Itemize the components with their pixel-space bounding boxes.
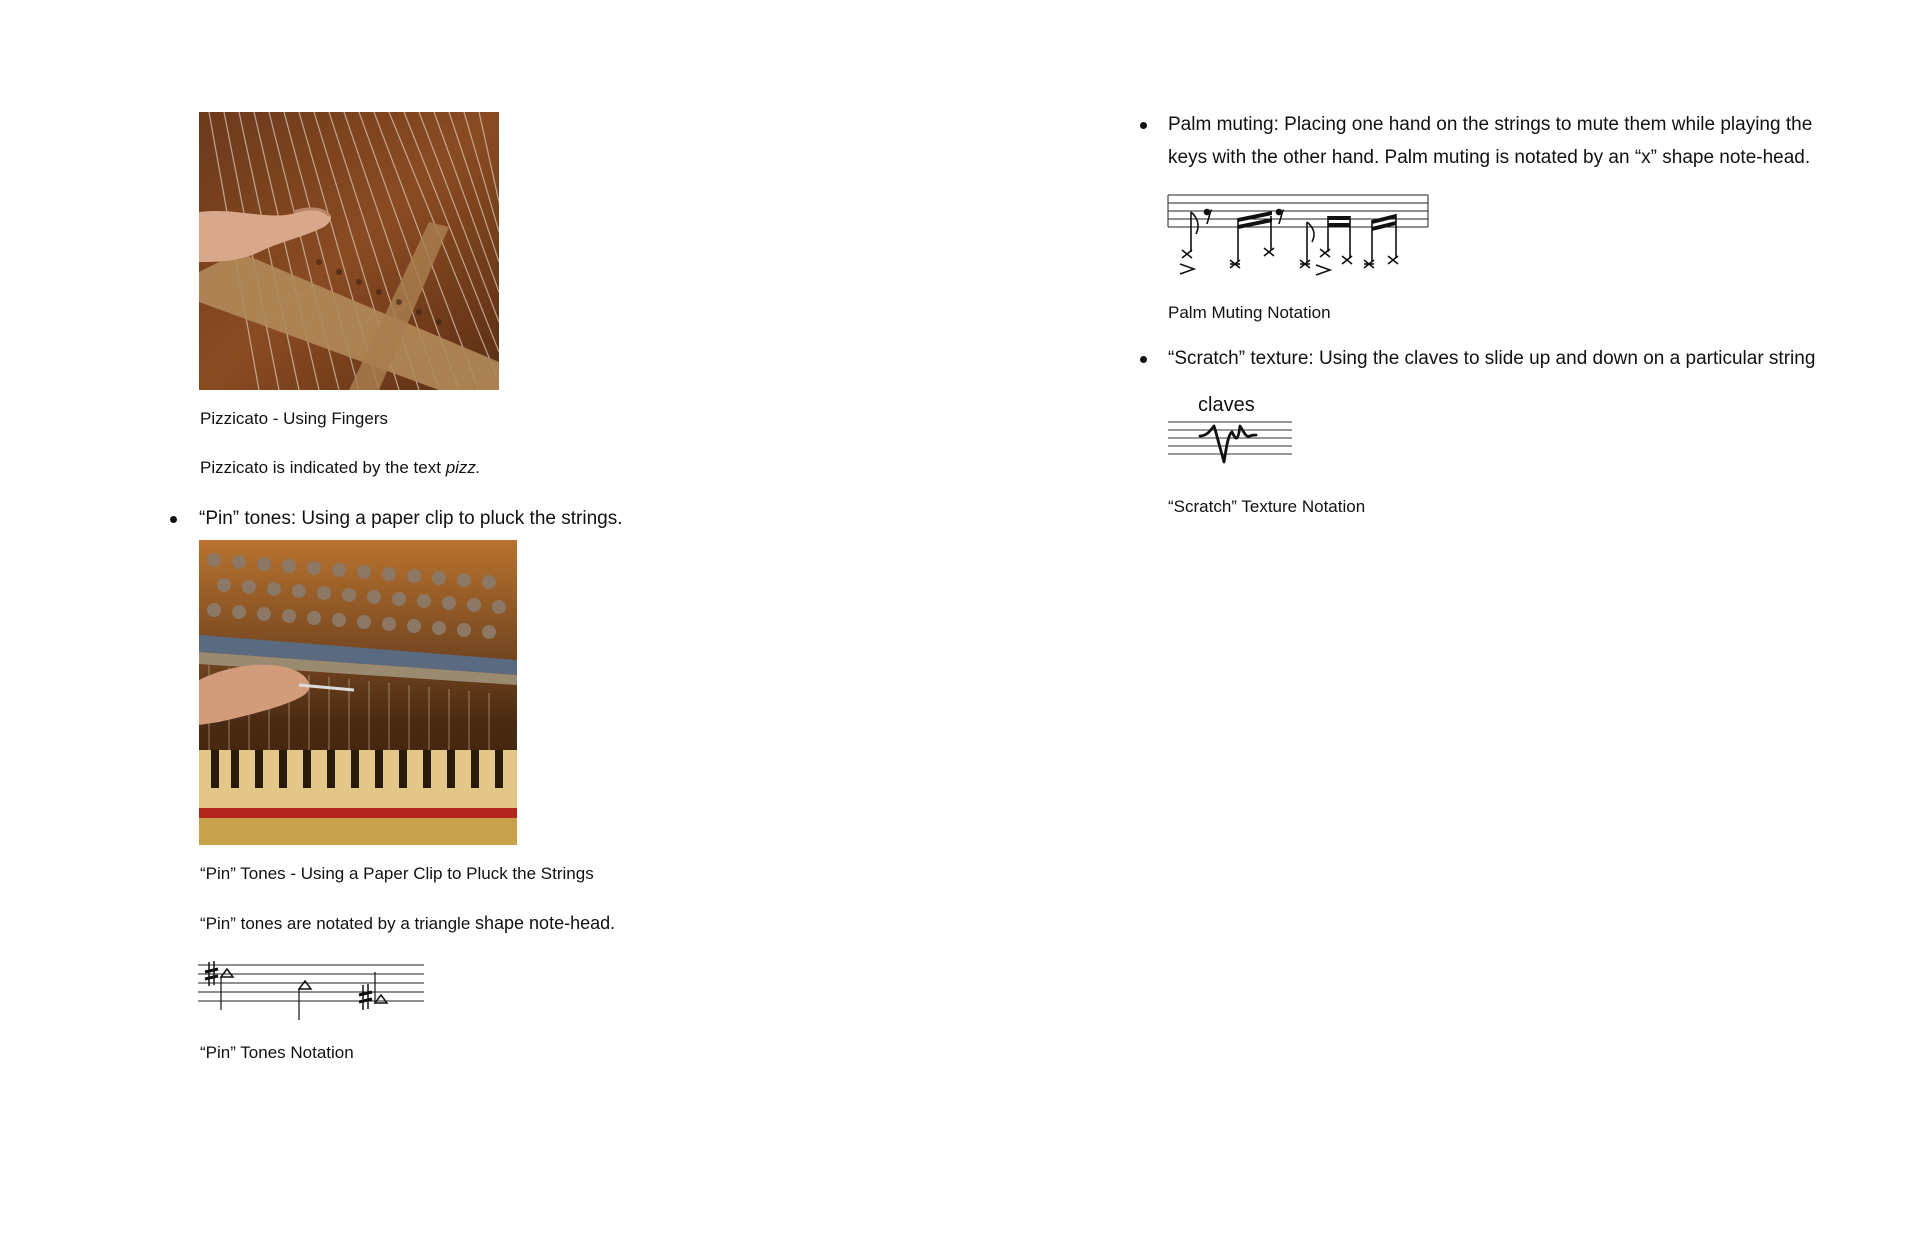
scratch-notation <box>1166 392 1296 472</box>
pizz-italic: pizz. <box>445 458 481 477</box>
pin-tones-bullet-text: “Pin” tones: Using a paper clip to pluck the strings. <box>199 508 623 529</box>
scratch-squiggle-icon <box>1200 426 1256 462</box>
caption-pin-tones: “Pin” Tones - Using a Paper Clip to Pluck the Strings <box>200 864 594 883</box>
scratch-texture-bullet-text: “Scratch” texture: Using the claves to slide up and down on a particular string <box>1168 348 1816 369</box>
pizzicato-description <box>200 457 481 479</box>
palm-muting-line-2: keys with the other hand. Palm muting is notated by an “x” shape note-head. <box>1168 147 1811 168</box>
pin-tones-photo <box>199 540 517 845</box>
triangle-notehead-icon <box>221 969 233 977</box>
pizzicato-description-text: Pizzicato is indicated by the text <box>200 458 446 477</box>
triangle-notehead-icon <box>375 995 387 1003</box>
palm-muting-notation <box>1166 192 1432 284</box>
pizzicato-photo <box>199 112 499 390</box>
pin-tones-notation <box>198 960 428 1020</box>
caption-pin-notation: “Pin” Tones Notation <box>200 1043 354 1062</box>
caption-pizzicato: Pizzicato - Using Fingers <box>200 409 389 428</box>
bullet-palm <box>1140 122 1147 129</box>
bullet-pin <box>170 516 177 523</box>
caption-palm-muting: Palm Muting Notation <box>1168 303 1331 322</box>
pin-tones-description <box>200 912 615 935</box>
palm-muting-line-1: Palm muting: Placing one hand on the strings to mute them while playing the <box>1168 114 1813 135</box>
triangle-notehead-icon <box>299 981 311 989</box>
pin-description-part1: “Pin” tones are notated by a triangle <box>200 914 475 933</box>
sharp-icon <box>359 984 372 1010</box>
staff-lines <box>198 965 424 1001</box>
caption-scratch: “Scratch” Texture Notation <box>1168 497 1366 516</box>
bullet-scratch <box>1140 356 1147 363</box>
claves-label: claves <box>1198 394 1255 416</box>
pin-description-part2: shape note-head. <box>475 913 616 933</box>
